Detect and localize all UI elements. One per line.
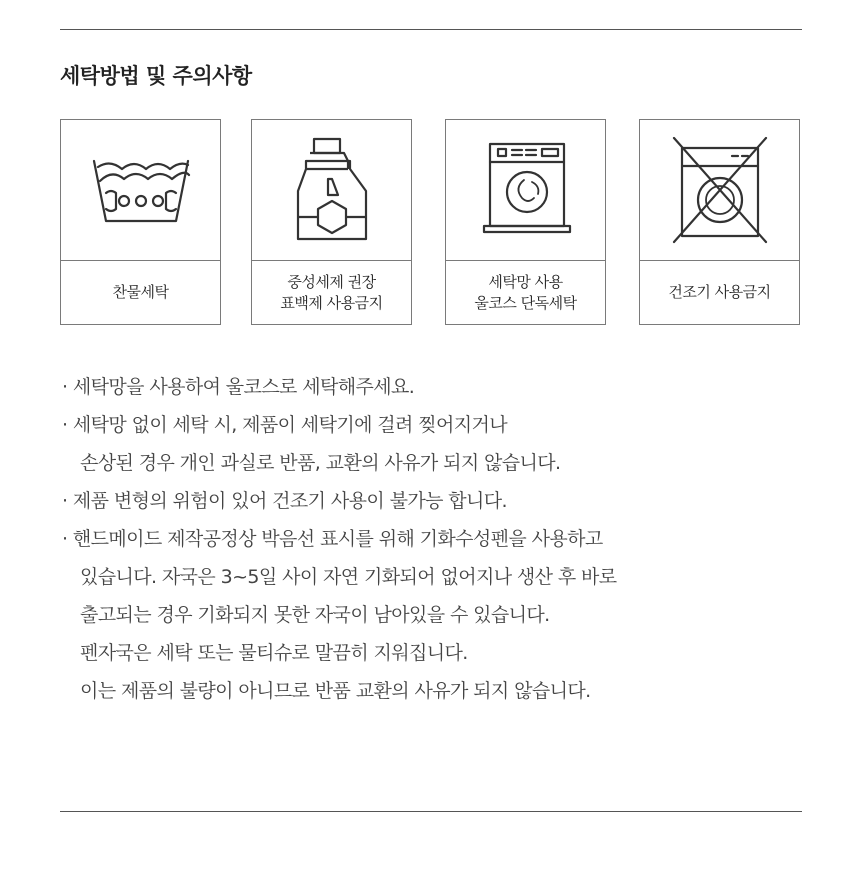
care-card-hand-wash bbox=[60, 119, 221, 325]
care-card-no-dryer bbox=[639, 119, 800, 325]
bottom-divider bbox=[60, 811, 802, 812]
no-dryer-icon bbox=[670, 134, 770, 246]
note-line: 이는 제품의 불량이 아니므로 반품 교환의 사유가 되지 않습니다. bbox=[80, 680, 591, 702]
washing-machine-net-icon bbox=[476, 140, 576, 240]
note-line: · 핸드메이드 제작공정상 박음선 표시를 위해 기화수성펜을 사용하고 bbox=[62, 528, 603, 550]
top-divider bbox=[60, 29, 802, 30]
care-card-washing-net bbox=[445, 119, 606, 325]
note-line: · 세탁망을 사용하여 울코스로 세탁해주세요. bbox=[62, 376, 415, 398]
note-line: 손상된 경우 개인 과실로 반품, 교환의 사유가 되지 않습니다. bbox=[80, 452, 561, 474]
note-line: · 제품 변형의 위험이 있어 건조기 사용이 불가능 합니다. bbox=[62, 490, 507, 512]
care-label: 건조기 사용금지 bbox=[668, 283, 771, 301]
section-title: 세탁방법 및 주의사항 bbox=[60, 64, 252, 88]
care-card-detergent bbox=[251, 119, 412, 325]
care-label: 세탁망 사용 울코스 단독세탁 bbox=[474, 272, 577, 312]
note-line: 출고되는 경우 기화되지 못한 자국이 남아있을 수 있습니다. bbox=[80, 604, 550, 626]
hand-wash-icon bbox=[86, 145, 196, 235]
note-line: · 세탁망 없이 세탁 시, 제품이 세탁기에 걸려 찢어지거나 bbox=[62, 414, 507, 436]
care-notes bbox=[62, 368, 822, 710]
neutral-detergent-icon bbox=[292, 135, 372, 245]
note-line: 있습니다. 자국은 3~5일 사이 자연 기화되어 없어지나 생산 후 바로 bbox=[80, 566, 617, 588]
note-line: 펜자국은 세탁 또는 물티슈로 말끔히 지워집니다. bbox=[80, 642, 468, 664]
care-label: 중성세제 권장 표백제 사용금지 bbox=[280, 272, 383, 312]
care-label: 찬물세탁 bbox=[112, 283, 169, 301]
